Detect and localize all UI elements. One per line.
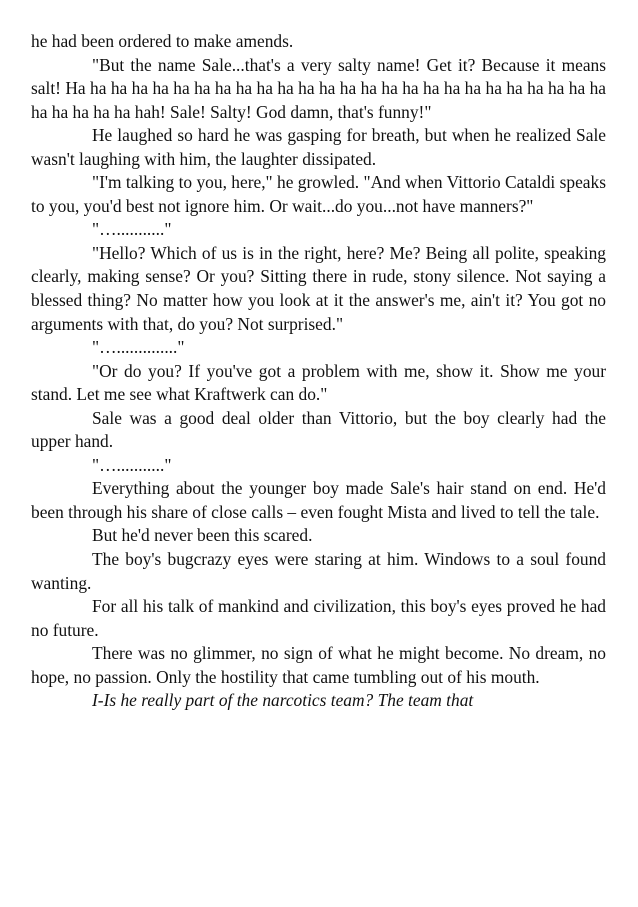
paragraph-15: There was no glimmer, no sign of what he might become. No dream, no hope, no passion. Only the hostility that came tumbling out of his mouth. <box>31 643 606 687</box>
paragraph-9: Sale was a good deal older than Vittorio, but the boy clearly had the upper hand. <box>31 407 606 452</box>
paragraph-10: "…..........." <box>92 454 172 475</box>
paragraph-8: "Or do you? If you've got a problem with me, show it. Show me your stand. Let me see what Kraftwerk can do." <box>31 360 606 405</box>
paragraph-1: he had been ordered to make amends. <box>31 31 294 51</box>
paragraph-4: "I'm talking to you, here," he growled. "And when Vittorio Cataldi speaks to you, you'd best not ignore him. Or wait...do you...not have manners?" <box>31 172 606 216</box>
page-text <box>31 30 606 713</box>
paragraph-12: But he'd never been this scared. <box>92 525 313 546</box>
paragraph-6: "Hello? Which of us is in the right, here? Me? Being all polite, speaking clearly, making sense? Or you? Sitting there in rude, stony silence. Not saying a blessed thing? No matter how you look at it the answer's me, ain't it? You got no arguments with that, do you? Not surprised." <box>31 242 606 334</box>
paragraph-16: I-Is he really part of the narcotics team? The team that <box>92 690 474 711</box>
paragraph-13: The boy's bugcrazy eyes were staring at him. Windows to a soul found wanting. <box>31 549 606 593</box>
paragraph-14: For all his talk of mankind and civilization, this boy's eyes proved he had no future. <box>31 596 606 640</box>
paragraph-7: "….............." <box>92 337 185 358</box>
paragraph-2: "But the name Sale...that's a very salty name! Get it? Because it means salt! Ha ha ha ha ha ha ha ha ha ha ha ha ha ha ha ha ha ha ha ha ha ha ha ha ha ha ha ha ha ha ha hah! Sale! Salty! God damn, that's funny!" <box>31 54 606 122</box>
paragraph-5: "…..........." <box>92 219 172 240</box>
paragraph-11: Everything about the younger boy made Sale's hair stand on end. He'd been through his share of close calls – even fought Mista and lived to tell the tale. <box>31 478 606 522</box>
paragraph-3: He laughed so hard he was gasping for breath, but when he realized Sale wasn't laughing with him, the laughter dissipated. <box>31 125 606 169</box>
